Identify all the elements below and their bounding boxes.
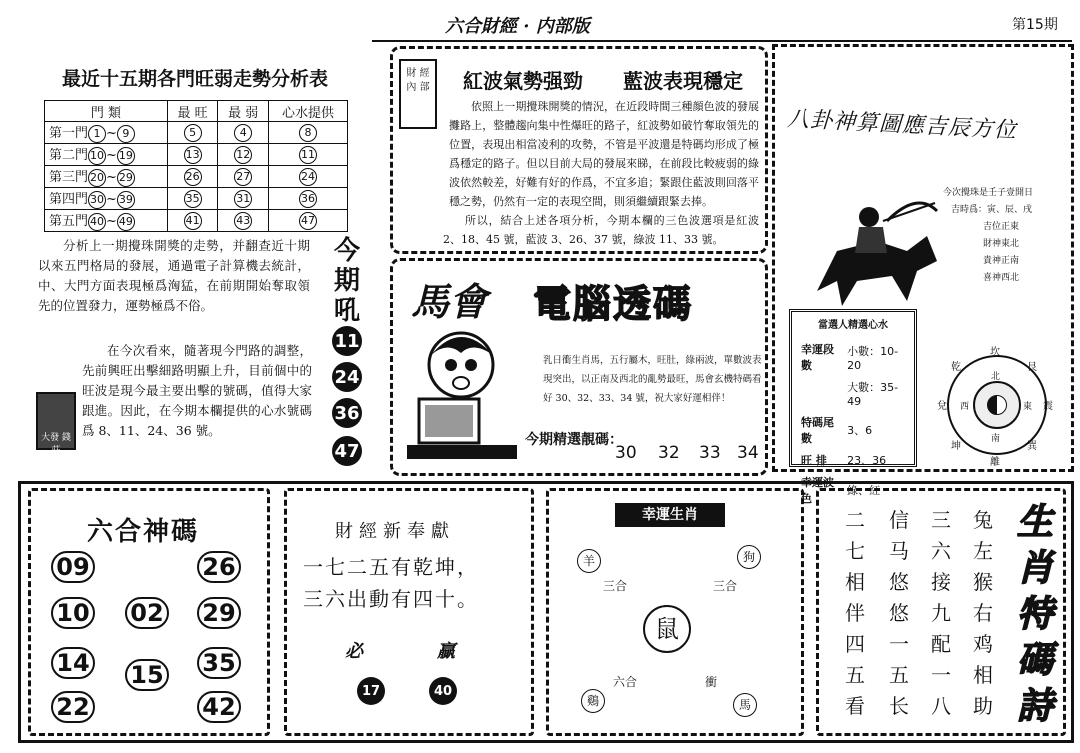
fortune-title: 八卦神算圖應吉辰方位 (786, 106, 1018, 144)
special-column: 兔左猴右鸡相助 (973, 508, 993, 718)
range-start: 20 (88, 169, 106, 187)
computer-title-2: 電腦透碼 (533, 282, 694, 326)
range-start: 40 (88, 213, 106, 231)
lucky-value: 3、6 (847, 424, 873, 437)
bagua-outer: 坤 (951, 441, 961, 452)
lucky-box (789, 309, 917, 505)
info-line: 今次攪珠是壬子壹開日 (943, 188, 1034, 198)
pick-number: 33 (699, 443, 721, 463)
door-label: 第四門 (49, 192, 89, 207)
info-line: 喜神西北 (983, 273, 1020, 283)
bagua-inner: 東 (1023, 402, 1033, 412)
special-column: 二七相伴四五看 (845, 508, 865, 718)
col-header: 最 旺 (167, 101, 218, 122)
pick-number: 34 (737, 443, 759, 463)
chong-label: 衝 (705, 675, 718, 689)
poem-line-1: 一七二五有乾坤， (303, 555, 479, 579)
table-row: 第一門 1 ~ 9 5 4 8 (45, 122, 348, 144)
zodiac-dog: 狗 (737, 545, 761, 569)
min-value: 4 (234, 124, 252, 142)
computer-mascot-icon (403, 325, 533, 465)
liuhe-title: 六合神碼 (87, 517, 200, 547)
poem-line-2: 三六出動有四十。 (303, 587, 479, 611)
jinqi-ball: 11 (332, 326, 362, 356)
range-start: 1 (88, 125, 106, 143)
max-value: 26 (184, 168, 202, 186)
tip-value: 8 (299, 124, 317, 142)
zodiac-panel (546, 488, 804, 736)
bagua-inner: 北 (991, 372, 1001, 382)
lucky-key: 旺 排 (801, 454, 827, 467)
col-header: 心水提供 (269, 101, 348, 122)
analysis-paragraph-1: 分析上一期攪珠開獎的走勢，并翻查近十期以來五門格局的發展，通過電子計算機去統計，中、大門方面表現極爲洶猛，在前期開始奪取領先的位置發力，運勢極爲不俗。 (38, 238, 310, 313)
header-title: 六合財經 · 内部版 (445, 16, 590, 37)
lucky-value: 大數：35-49 (847, 381, 899, 408)
zodiac-center: 鼠 (643, 605, 691, 653)
jinqi-char: 今 (333, 236, 360, 266)
liuhe-number: 29 (197, 597, 241, 629)
table-row: 第四門 30 ~ 39 35 31 36 (45, 188, 348, 210)
poem-panel (284, 488, 534, 736)
liuhe-number: 42 (197, 691, 241, 723)
zodiac-sheep: 羊 (577, 549, 601, 573)
info-line: 吉時爲：寅、辰、戌 (951, 205, 1033, 215)
door-label: 第五門 (49, 214, 89, 229)
jinqi-ball: 36 (332, 398, 362, 428)
range-end: 39 (117, 191, 135, 209)
door-label: 第一門 (49, 126, 89, 141)
min-value: 31 (234, 190, 252, 208)
liuhe-number: 02 (125, 597, 169, 629)
zodiac-horse: 馬 (733, 693, 757, 717)
range-end: 49 (117, 213, 135, 231)
computer-title-1: 馬會 (411, 279, 488, 324)
header-rule (372, 40, 1072, 42)
bagua-inner: 西 (960, 402, 970, 412)
wave-title-2: 藍波表現穩定 (623, 69, 743, 93)
pick-number: 32 (658, 443, 680, 463)
lucky-value: 綠、紅 (847, 484, 881, 497)
bagua-outer: 兌 (937, 401, 947, 412)
bagua-outer: 巽 (1027, 441, 1037, 452)
wave-paragraph-2: 所以，結合上述各項分析，今期本欄的三色波選項是紅波 2、18、45 號，藍波 3、26、37 號，綠波 11、33 號。 (443, 214, 759, 246)
liuhe-panel (28, 488, 270, 736)
liuhe-number: 10 (51, 597, 95, 629)
table-row (798, 339, 908, 375)
max-value: 5 (184, 124, 202, 142)
col-header: 門 類 (45, 101, 168, 122)
jinqi-ball: 47 (332, 436, 362, 466)
bagua-outer: 震 (1043, 401, 1053, 412)
max-value: 13 (184, 146, 202, 164)
range-end: 9 (117, 125, 135, 143)
range-end: 29 (117, 169, 135, 187)
poem-ball: 40 (429, 677, 457, 705)
tip-value: 11 (299, 146, 317, 164)
door-label: 第三門 (49, 170, 89, 185)
analysis-title: 最近十五期各門旺弱走勢分析表 (62, 68, 329, 90)
computer-text: 乳日衝生肖馬，五行屬木，旺肚，綠兩波，單數波表現突出，以正南及西北的亂勢最旺，馬會玄機特碼看好 30、32、33、34 號，祝大家好運相伴！ (543, 355, 762, 404)
range-start: 30 (88, 191, 106, 209)
wave-title-1: 紅波氣勢强勁 (463, 69, 583, 93)
lucky-key: 幸運波色 (801, 476, 834, 505)
analysis-paragraph-2: 在今次看來，隨著現今門路的調整，先前興旺出擊細路明顯上升，目前個中的旺波是現今最主要出擊的號碼，值得大家跟進。因此，在今期本欄提供的心水號碼爲 8、11、24、36 號。 (82, 343, 312, 438)
range-start: 10 (88, 147, 106, 165)
jinqi-char: 吼 (333, 296, 360, 326)
pick-label: 今期精選靚碼： (525, 432, 623, 448)
poem-bi: 必 (345, 641, 363, 662)
stamp-text: 財 經 內 部 (406, 68, 430, 93)
liuhe-number: 14 (51, 647, 95, 679)
wave-panel (390, 46, 768, 254)
lucky-key: 特碼尾數 (801, 416, 834, 445)
tip-value: 24 (299, 168, 317, 186)
max-value: 41 (184, 212, 202, 230)
tip-value: 36 (299, 190, 317, 208)
issue-number: 第15期 (1012, 17, 1058, 33)
min-value: 27 (234, 168, 252, 186)
logo-box (36, 392, 76, 456)
bagua-diagram (935, 343, 1059, 467)
liuhe-number: 09 (51, 551, 95, 583)
range-end: 19 (117, 147, 135, 165)
table-row: 第二門 10 ~ 19 13 12 11 (45, 144, 348, 166)
table-row: 第三門 20 ~ 29 26 27 24 (45, 166, 348, 188)
liuhe-label: 六合 (613, 675, 638, 689)
info-line: 貴神正南 (983, 256, 1020, 266)
info-line: 吉位正東 (983, 222, 1020, 232)
special-title: 生肖特碼詩 (1016, 501, 1053, 727)
lucky-key (798, 377, 842, 410)
lucky-title: 當選人精選心水 (818, 320, 888, 331)
jinqi-char: 期 (333, 266, 360, 296)
zodiac-title: 幸運生肖 (615, 503, 725, 527)
fortune-info (943, 185, 1033, 287)
door-label: 第二門 (49, 148, 89, 163)
analysis-table (44, 100, 348, 232)
zodiac-chicken: 鷄 (581, 689, 605, 713)
lucky-key: 幸運段數 (801, 343, 834, 372)
bagua-outer: 坎 (990, 347, 1000, 358)
liuhe-number: 22 (51, 691, 95, 723)
bagua-outer: 離 (990, 457, 1000, 468)
jinqi-ball: 24 (332, 362, 362, 392)
pick-number: 30 (615, 443, 637, 463)
min-value: 43 (234, 212, 252, 230)
table-header-row (45, 101, 348, 122)
special-column: 信马悠悠一五长 (889, 508, 909, 718)
table-row (798, 450, 908, 470)
liuhe-number: 15 (125, 659, 169, 691)
liuhe-number: 26 (197, 551, 241, 583)
bagua-inner: 南 (991, 434, 1001, 444)
wave-stamp (399, 59, 437, 129)
table-row (798, 412, 908, 448)
col-header: 最 弱 (218, 101, 269, 122)
special-column: 三六接九配一八 (931, 508, 951, 718)
poem-ying: 贏 (437, 641, 455, 662)
yin-yang-icon (987, 395, 1007, 415)
logo-text: 大發 錢莊 (41, 433, 71, 456)
poem-title: 財經新奉獻 (335, 521, 455, 542)
special-panel (816, 488, 1066, 736)
min-value: 12 (234, 146, 252, 164)
info-line: 財神東北 (983, 239, 1020, 249)
lucky-value: 23、36 (847, 454, 887, 467)
wave-paragraph-1: 依照上一期攪珠開獎的情況，在近段時間三種顔色波的發展攤路上，整體趨向集中性爆旺的路子，紅波勢如破竹奪取領先的位置，表現出相當凌利的攻勢，不管是平波還是特碼均形成了極爲穩定的路子。但以目前大局的發展來睇，在前段比較疲弱的綠波依然較差，好難有好的作爲，不宜多追；緊跟住藍波則回落平穩之勢，仍然有一定的表現空間，則須繼續跟緊去捧。 (449, 100, 759, 208)
lucky-value: 小數：10-20 (847, 344, 899, 372)
horse-warrior-icon (797, 181, 947, 311)
table-row (798, 377, 908, 410)
jinqi-label (330, 236, 364, 326)
max-value: 35 (184, 190, 202, 208)
computer-panel (390, 258, 768, 476)
liuhe-number: 35 (197, 647, 241, 679)
tip-value: 47 (299, 212, 317, 230)
bagua-outer: 艮 (1027, 362, 1037, 373)
sanhe-left: 三合 (603, 579, 628, 593)
sanhe-right: 三合 (713, 579, 738, 593)
bagua-outer: 乾 (951, 362, 961, 373)
poem-ball: 17 (357, 677, 385, 705)
fortune-panel (772, 44, 1074, 505)
table-row: 第五門 40 ~ 49 41 43 47 (45, 210, 348, 232)
